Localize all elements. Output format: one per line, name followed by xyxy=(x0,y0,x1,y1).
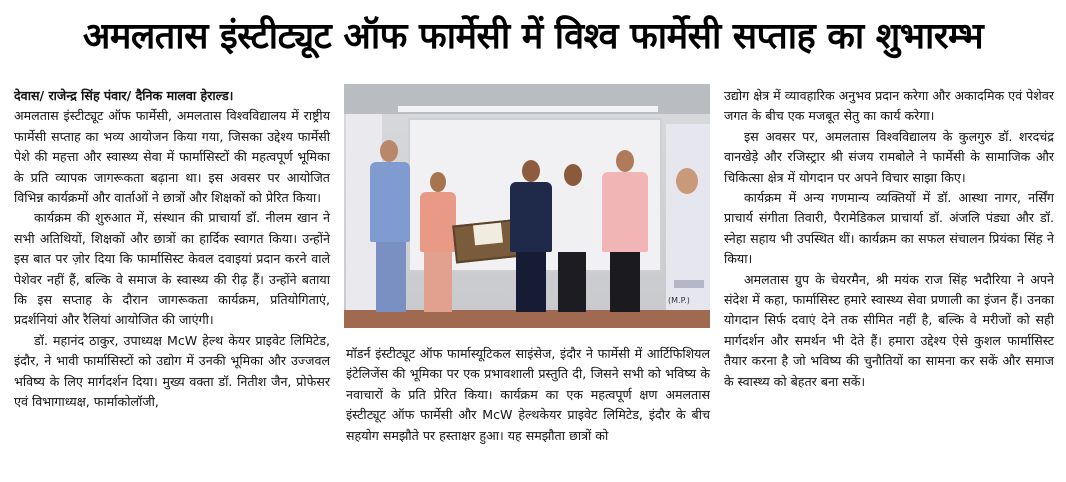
middle-column xyxy=(346,344,710,446)
paragraph-chairman: अमलतास ग्रुप के चेयरमैन, श्री मयंक राज सिंह भदौरिया ने अपने संदेश में कहा, फार्मासिस्ट हमारे स्वास्थ्य सेवा प्रणाली का इंजन हैं। उनका योगदान सिर्फ दवाएं देने तक सीमित नहीं है, बल्कि वे मरीजों को सही मार्गदर्शन और समर्थन भी देते हैं। हमारा उद्देश्य ऐसे कुशल फार्मासिस्ट तैयार करना है जो भविष्य की चुनौतियों का सामना कर सकें और समाज के स्वास्थ्य को बेहतर बना सकें। xyxy=(724,271,1054,389)
paragraph-industry: उद्योग क्षेत्र में व्यावहारिक अनुभव प्रदान करेगा और अकादमिक एवं पेशेवर जगत के बीच एक मजबूत सेतु का कार्य करेगा। xyxy=(724,88,1054,124)
banner-caption xyxy=(674,280,704,288)
photo-floor xyxy=(344,310,710,328)
paragraph-welcome: कार्यक्रम की शुरुआत में, संस्थान की प्राचार्या डॉ. नीलम खान ने सभी अतिथियों, शिक्षकों और छात्रों का हार्दिक स्वागत किया। उन्होंने इस बात पर ज़ोर दिया कि फार्मासिस्ट केवल दवाइयां प्रदान करने वाले पेशेवर नहीं हैं, बल्कि वे समाज के स्वास्थ्य की रीढ़ हैं। उन्होंने बताया कि इस सप्ताह के दौरान जागरूकता कार्यक्रम, प्रतियोगिताएं, प्रदर्शनियां और रैलियां आयोजित की जाएंगी। xyxy=(14,210,330,328)
certificate-page xyxy=(473,223,503,246)
paragraph-dignitaries: कार्यक्रम में अन्य गणमान्य व्यक्तियों में डॉ. आस्था नागर, नर्सिंग प्राचार्य संगीता तिवारी, पैरामेडिकल प्राचार्या डॉ. अंजलि पंड्या और डॉ. स्नेहा सहाय भी उपस्थित थीं। कार्यक्रम का सफल संचालन प्रियंका सिंह ने किया। xyxy=(724,190,1054,267)
article-byline xyxy=(14,86,330,106)
banner-portrait xyxy=(676,168,698,194)
paragraph-guest: डॉ. महानंद ठाकुर, उपाध्यक्ष McW हेल्थ केयर प्राइवेट लिमिटेड, इंदौर, ने भावी फार्मासिस्टों को उद्योग में उनकी भूमिका और उज्जवल भविष्य के लिए मार्गदर्शन दिया। मुख्य वक्ता डॉ. नितीश जैन, प्रोफेसर एवं विभागाध्यक्ष, फार्माकोलॉजी, xyxy=(14,332,330,410)
paragraph-intro: अमलतास इंस्टीट्यूट ऑफ फार्मेसी, अमलतास विश्वविद्यालय में राष्ट्रीय फार्मेसी सप्ताह का भव्य आयोजन किया गया, जिसका उद्देश्य फार्मेसी पेशे की महत्ता और स्वास्थ्य सेवा में फार्मासिस्टों की महत्वपूर्ण भूमिका के प्रति व्यापक जागरूकता बढ़ाना था। इस अवसर पर आयोजित विभिन्न कार्यक्रमों और वार्ताओं ने छात्रों और शिक्षकों को प्रेरित किया। xyxy=(14,108,330,206)
paragraph-vc: इस अवसर पर, अमलतास विश्वविद्यालय के कुलगुरु डॉ. शरदचंद्र वानखेड़े और रजिस्ट्रार श्री संजय रामबोले ने फार्मेसी के सामाजिक और चिकित्सा क्षेत्र में योगदान पर अपने विचार साझा किए। xyxy=(724,128,1054,185)
banner-mp-text: (M.P.) xyxy=(668,296,690,305)
event-photo xyxy=(344,84,710,328)
photo-light xyxy=(398,106,658,112)
right-column xyxy=(724,86,1054,392)
photo-banner-right xyxy=(666,124,710,324)
byline-text: देवास/ राजेन्द्र सिंह पंवार/ दैनिक मालवा हेराल्ड। xyxy=(14,88,234,103)
left-column xyxy=(14,86,330,413)
article-headline: अमलतास इंस्टीट्यूट ऑफ फार्मेसी में विश्व फार्मेसी सप्ताह का शुभारम्भ xyxy=(82,16,984,57)
paragraph-ai-talk: मॉडर्न इंस्टीट्यूट ऑफ फार्मास्यूटिकल साइंसेज, इंदौर ने फार्मेसी में आर्टिफिशियल इंटेलिजेंस की भूमिका पर एक प्रभावशाली प्रस्तुति दी, जिसने सभी को भविष्य के नवाचारों के प्रति प्रेरित किया। कार्यक्रम का एक महत्वपूर्ण क्षण अमलतास इंस्टीट्यूट ऑफ फार्मेसी और McW हेल्थकेयर प्राइवेट लिमिटेड, इंदौर के बीच सहयोग समझौते पर हस्ताक्षर हुआ। यह समझौता छात्रों को xyxy=(346,346,710,443)
